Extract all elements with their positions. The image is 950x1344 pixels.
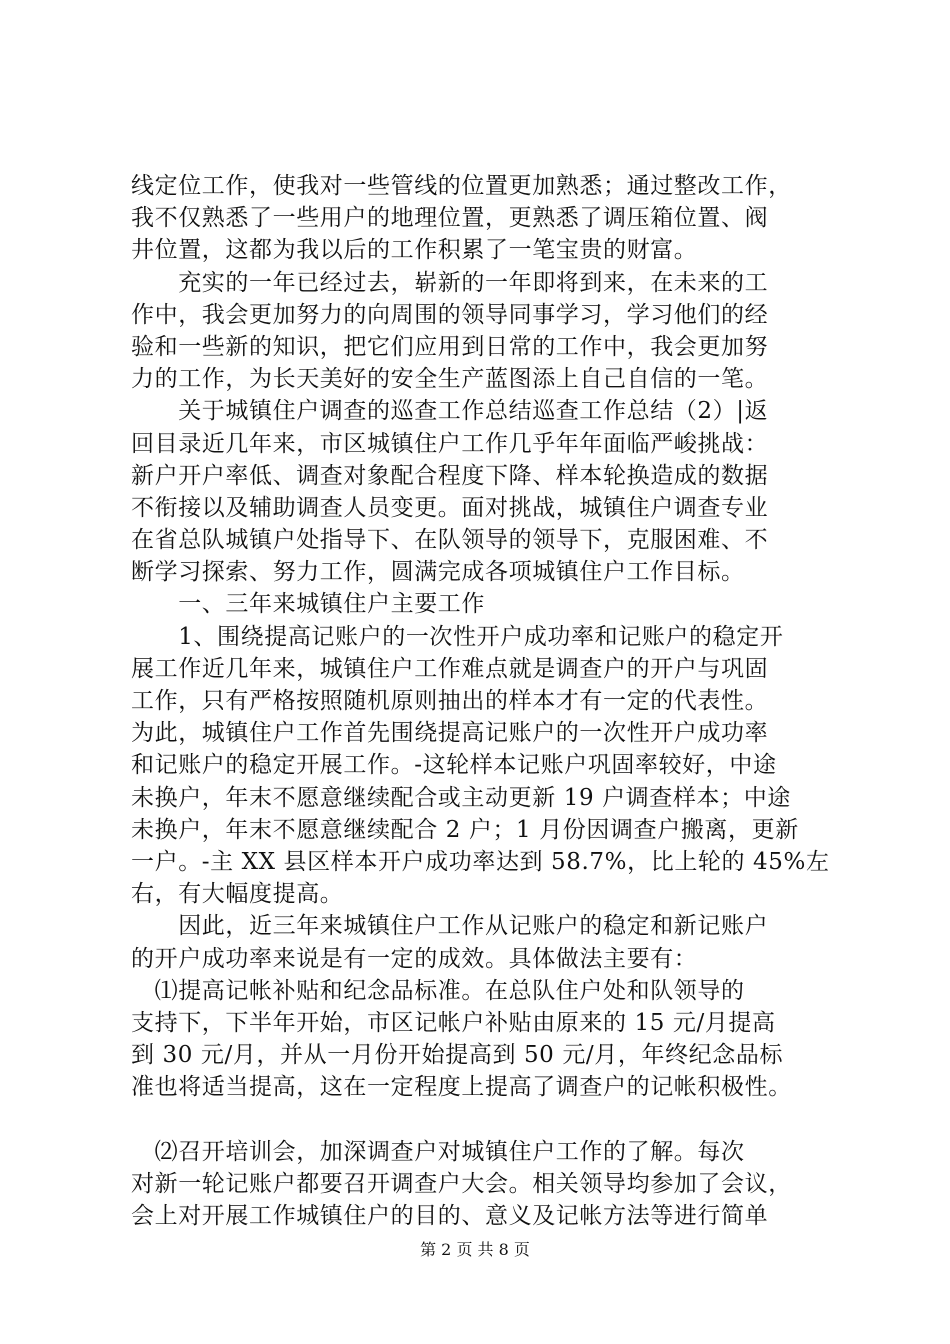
document-body xyxy=(131,170,831,1232)
text-line: 线定位工作，使我对一些管线的位置更加熟悉；通过整改工作， xyxy=(131,173,792,199)
text-line: 在省总队城镇户处指导下、在队领导的领导下，克服困难、不 xyxy=(131,527,769,554)
paragraph-gap xyxy=(131,1103,831,1135)
text-line: 的开户成功率来说是有一定的成效。具体做法主要有： xyxy=(131,945,698,972)
text-line: 1、围绕提高记账户的一次性开户成功率和记账户的稳定开 xyxy=(131,623,784,650)
text-line: 会上对开展工作城镇住户的目的、意义及记帐方法等进行简单 xyxy=(131,1203,769,1229)
text-line: 断学习探索、努力工作，圆满完成各项城镇住户工作目标。 xyxy=(131,559,745,586)
text-line: 一户。-主 XX 县区样本开户成功率达到 58.7%，比上轮的 45%左 xyxy=(131,848,830,875)
text-line: 右，有大幅度提高。 xyxy=(131,881,344,908)
text-line: 充实的一年已经过去，崭新的一年即将到来，在未来的工 xyxy=(131,269,769,296)
text-line: ⑴提高记帐补贴和纪念品标准。在总队住户处和队领导的 xyxy=(131,977,745,1004)
page-number: 第 2 页 共 8 页 xyxy=(420,1240,530,1259)
text-line: 到 30 元/月，并从一月份开始提高到 50 元/月，年终纪念品标 xyxy=(131,1042,784,1069)
text-line: 一、三年来城镇住户主要工作 xyxy=(131,591,485,618)
text-line: 展工作近几年来，城镇住户工作难点就是调查户的开户与巩固 xyxy=(131,655,769,682)
text-line: 我不仅熟悉了一些用户的地理位置，更熟悉了调压箱位置、阀 xyxy=(131,205,769,232)
text-line: 因此，近三年来城镇住户工作从记账户的稳定和新记账户 xyxy=(131,913,769,940)
text-line: 和记账户的稳定开展工作。-这轮样本记账户巩固率较好，中途 xyxy=(131,752,777,779)
text-line: 力的工作，为长天美好的安全生产蓝图添上自己自信的一笔。 xyxy=(131,366,769,393)
text-line: 井位置，这都为我以后的工作积累了一笔宝贵的财富。 xyxy=(131,237,698,264)
text-line: 作中，我会更加努力的向周围的领导同事学习，学习他们的经 xyxy=(131,301,769,328)
text-line: ⑵召开培训会，加深调查户对城镇住户工作的了解。每次 xyxy=(131,1138,745,1165)
text-line: 关于城镇住户调查的巡查工作总结巡查工作总结（2）|返 xyxy=(131,398,769,425)
text-line: 新户开户率低、调查对象配合程度下降、样本轮换造成的数据 xyxy=(131,462,769,489)
text-line: 未换户，年末不愿意继续配合或主动更新 19 户调查样本；中途 xyxy=(131,784,791,811)
text-line: 不衔接以及辅助调查人员变更。面对挑战，城镇住户调查专业 xyxy=(131,494,769,521)
text-line: 为此，城镇住户工作首先围绕提高记账户的一次性开户成功率 xyxy=(131,720,769,747)
text-line: 支持下，下半年开始，市区记帐户补贴由原来的 15 元/月提高 xyxy=(131,1009,776,1036)
text-line: 验和一些新的知识，把它们应用到日常的工作中，我会更加努 xyxy=(131,333,769,360)
text-line: 未换户，年末不愿意继续配合 2 户；1 月份因调查户搬离，更新 xyxy=(131,816,799,843)
text-line: 回目录近几年来，市区城镇住户工作几乎年年面临严峻挑战： xyxy=(131,430,769,457)
text-line: 工作，只有严格按照随机原则抽出的样本才有一定的代表性。 xyxy=(131,688,769,714)
text-line: 准也将适当提高，这在一定程度上提高了调查户的记帐积极性。 xyxy=(131,1074,792,1101)
text-line: 对新一轮记账户都要召开调查户大会。相关领导均参加了会议， xyxy=(131,1170,792,1197)
